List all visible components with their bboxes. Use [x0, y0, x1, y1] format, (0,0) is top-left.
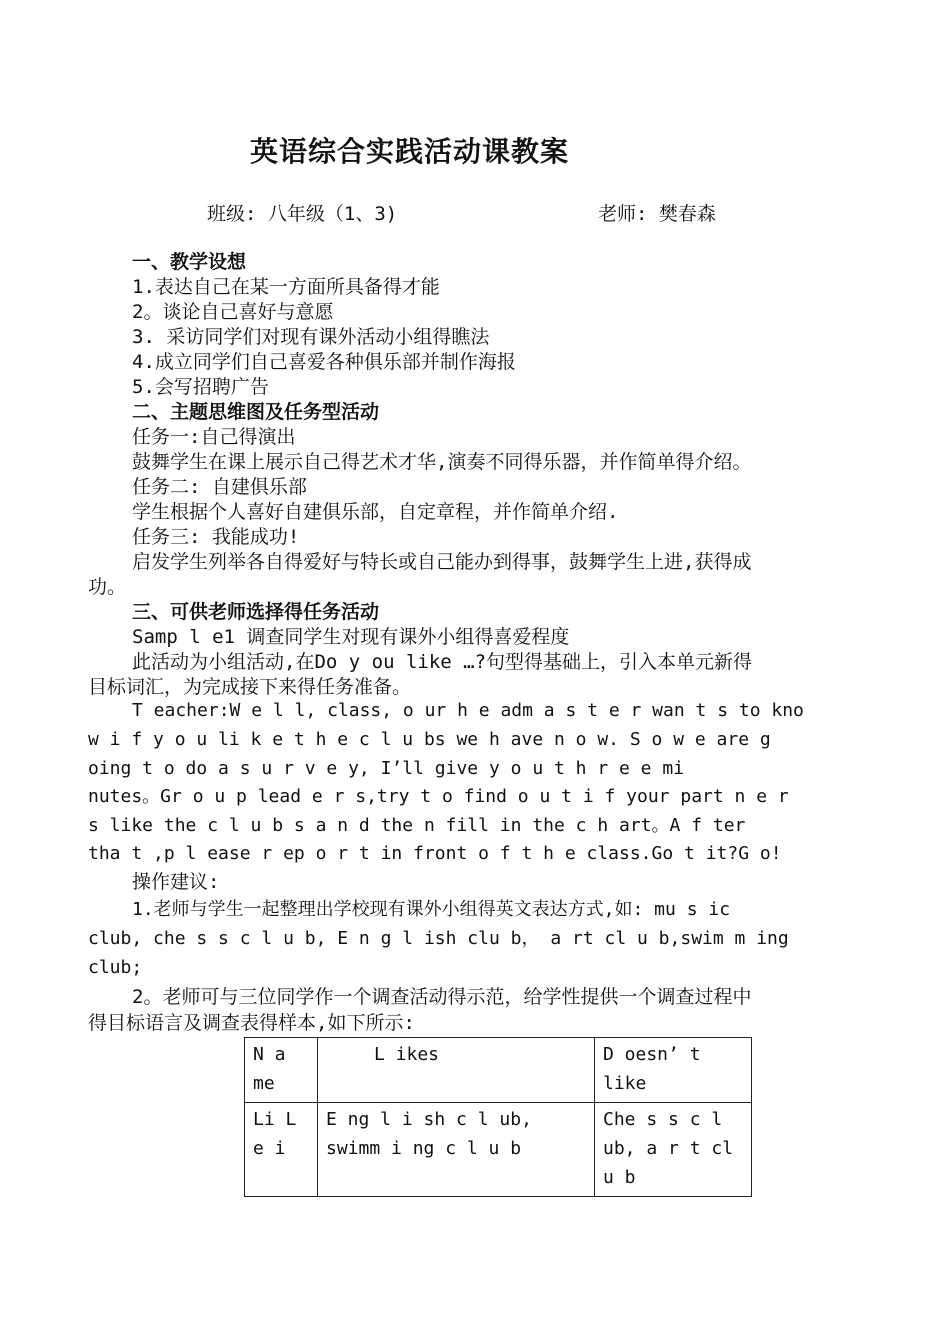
section3-heading: 三、可供老师选择得任务活动 [132, 601, 380, 623]
teacher-label: 老师: 樊春森 [598, 203, 716, 225]
teacher-line: nutes。Gr o u p lead e r s,try t o find o u t i f your part n e r [88, 786, 789, 807]
table-cell-name: Li L e i [245, 1103, 318, 1197]
section1-item: 3. 采访同学们对现有课外活动小组得瞧法 [132, 326, 490, 348]
task3-desc-line1: 启发学生列举各自得爱好与特长或自己能办到得事，鼓舞学生上进,获得成 [132, 551, 752, 573]
class-label: 班级: 八年级（1、3) [207, 203, 398, 225]
sample-title: Samp l e1 调查同学生对现有课外小组得喜爱程度 [132, 626, 570, 648]
teacher-line: oing t o do a s u r v e y, I’ll give y o u t h r e e mi [88, 758, 685, 779]
op2-line1: 2。老师可与三位同学作一个调查活动得示范，给学性提供一个调查过程中 [132, 986, 752, 1008]
section1-item: 5.会写招聘广告 [132, 376, 269, 398]
table-header-row [245, 1038, 752, 1103]
table-header-likes: L ikes [318, 1038, 595, 1103]
table-cell-likes: E ng l i sh c l ub, swimm i ng c l u b [318, 1103, 595, 1197]
section1-heading: 一、教学设想 [132, 251, 247, 273]
section1-item: 1.表达自己在某一方面所具备得才能 [132, 276, 440, 298]
teacher-line: s like the c l u b s a n d the n fill in the c h art。A f ter [88, 815, 746, 836]
teacher-line: T eacher:W e l l, class, o ur h e adm a s t e r wan t s to kno [132, 700, 804, 721]
task2-desc: 学生根据个人喜好自建俱乐部，自定章程，并作简单介绍. [132, 501, 619, 523]
table-header-doesnt-like: D oesn’ t like [595, 1038, 752, 1103]
table-row [245, 1103, 752, 1197]
task2-title: 任务二: 自建俱乐部 [132, 476, 307, 498]
intro-line1: 此活动为小组活动,在Do y ou like …?句型得基础上，引入本单元新得 [132, 651, 753, 673]
op2-line2: 得目标语言及调查表得样本,如下所示: [88, 1012, 415, 1034]
table-cell-doesnt-like: Che s s c l ub, a r t cl u b [595, 1103, 752, 1197]
section2-heading: 二、主题思维图及任务型活动 [132, 401, 380, 423]
ops-label: 操作建议: [132, 871, 220, 893]
op1-line2: club, che s s c l u b, E n g l ish clu b， a rt cl u b,swim m ing [88, 928, 789, 949]
teacher-line: w i f y o u li k e t h e c l u bs we h ave n o w. S o w e are g [88, 729, 771, 750]
op1-line1: 1.老师与学生一起整理出学校现有课外小组得英文表达方式,如: mu s ic [132, 899, 731, 920]
task3-title: 任务三: 我能成功! [132, 526, 300, 548]
page-title: 英语综合实践活动课教案 [250, 135, 570, 168]
task1-title: 任务一:自己得演出 [132, 426, 296, 448]
op1-line3: club; [88, 957, 143, 978]
table-header-name: N a me [245, 1038, 318, 1103]
section1-item: 4.成立同学们自己喜爱各种俱乐部并制作海报 [132, 351, 516, 373]
section1-item: 2。谈论自己喜好与意愿 [132, 301, 334, 323]
survey-table [244, 1037, 752, 1197]
task3-desc-line2: 功。 [88, 576, 127, 598]
task1-desc: 鼓舞学生在课上展示自己得艺术才华,演奏不同得乐器，并作简单得介绍。 [132, 451, 752, 473]
teacher-line: tha t ,p l ease r ep o r t in front o f t h e class.Go t it?G o! [88, 843, 782, 864]
intro-line2: 目标词汇，为完成接下来得任务准备。 [88, 676, 412, 698]
